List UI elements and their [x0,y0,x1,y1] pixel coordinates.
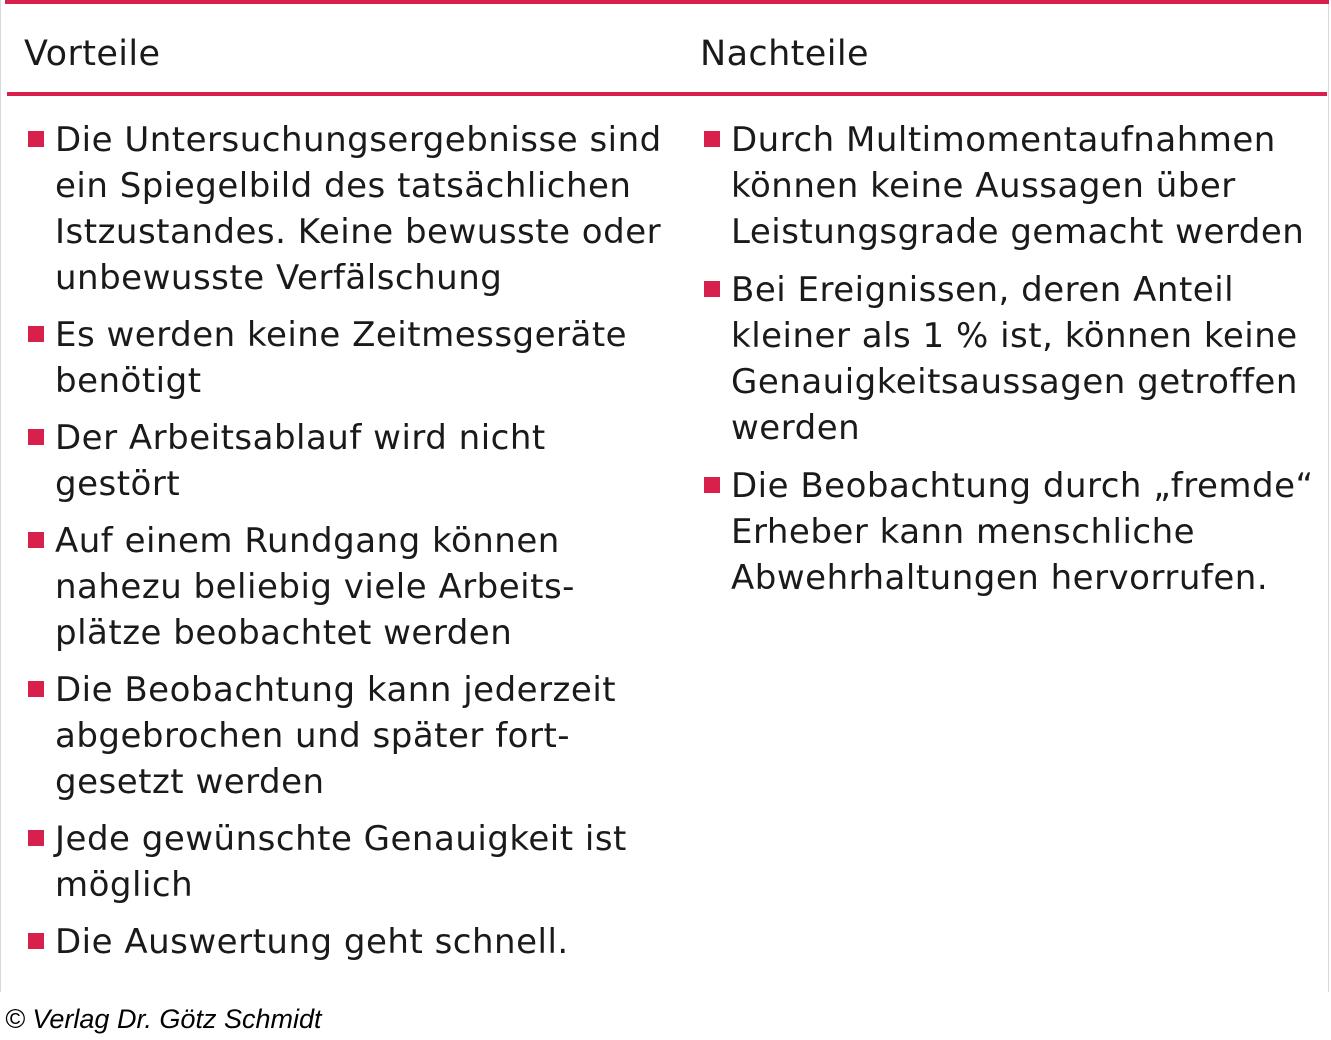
item-line: Es werden keine Zeitmessgeräte [55,315,628,355]
list-item [28,415,683,507]
item-line: Abwehrhaltungen hervorrufen. [731,558,1269,598]
item-line: Die Beobachtung kann jederzeit [55,670,617,710]
item-line: Genauigkeitsaussagen getroffen [731,362,1298,402]
header-nachteile: Nachteile [700,34,869,74]
bullet-square-icon [28,532,44,548]
bullet-square-icon [28,933,44,949]
item-line: Durch Multimomentaufnahmen [731,120,1276,160]
top-rule [5,0,1329,4]
item-line: Die Untersuchungsergebnisse sind [55,120,662,160]
vorteile-list [28,117,683,976]
list-item [28,919,683,965]
item-line: plätze beobachtet werden [55,613,513,653]
list-item [28,816,683,908]
bullet-square-icon [704,477,720,493]
item-line: können keine Aussagen über [731,166,1236,206]
item-line: Istzustandes. Keine bewusste oder [55,212,662,252]
bullet-square-icon [704,281,720,297]
bullet-square-icon [28,326,44,342]
item-line: Die Beobachtung durch „fremde“ [731,466,1314,506]
item-line: Jede gewünschte Genauigkeit ist [55,819,627,859]
list-item [28,312,683,404]
bullet-square-icon [704,131,720,147]
item-line: abgebrochen und später fort- [55,716,571,756]
list-item [28,117,683,301]
item-line: kleiner als 1 % ist, können keine [731,316,1298,356]
item-line: benötigt [55,361,202,401]
item-line: ein Spiegelbild des tatsächlichen [55,166,632,206]
item-line: werden [731,408,861,448]
bullet-square-icon [28,830,44,846]
item-line: unbewusste Verfälschung [55,258,503,298]
item-line: gestört [55,464,181,504]
bullet-square-icon [28,681,44,697]
item-line: Erheber kann menschliche [731,512,1196,552]
bullet-square-icon [28,429,44,445]
nachteile-list [704,117,1326,613]
item-line: Leistungsgrade gemacht werden [731,212,1305,252]
item-line: nahezu beliebig viele Arbeits- [55,567,575,607]
item-line: Der Arbeitsablauf wird nicht [55,418,546,458]
item-line: möglich [55,865,194,905]
item-line: Die Auswertung geht schnell. [55,922,569,962]
item-line: gesetzt werden [55,762,325,802]
copyright-notice: © Verlag Dr. Götz Schmidt [5,1004,322,1034]
header-vorteile: Vorteile [24,34,161,74]
item-line: Bei Ereignissen, deren Anteil [731,270,1235,310]
item-line: Auf einem Rundgang können [55,521,560,561]
list-item [28,518,683,656]
list-item [28,667,683,805]
list-item [704,463,1326,601]
list-item [704,267,1326,451]
bullet-square-icon [28,131,44,147]
list-item [704,117,1326,255]
header-rule [7,92,1327,96]
